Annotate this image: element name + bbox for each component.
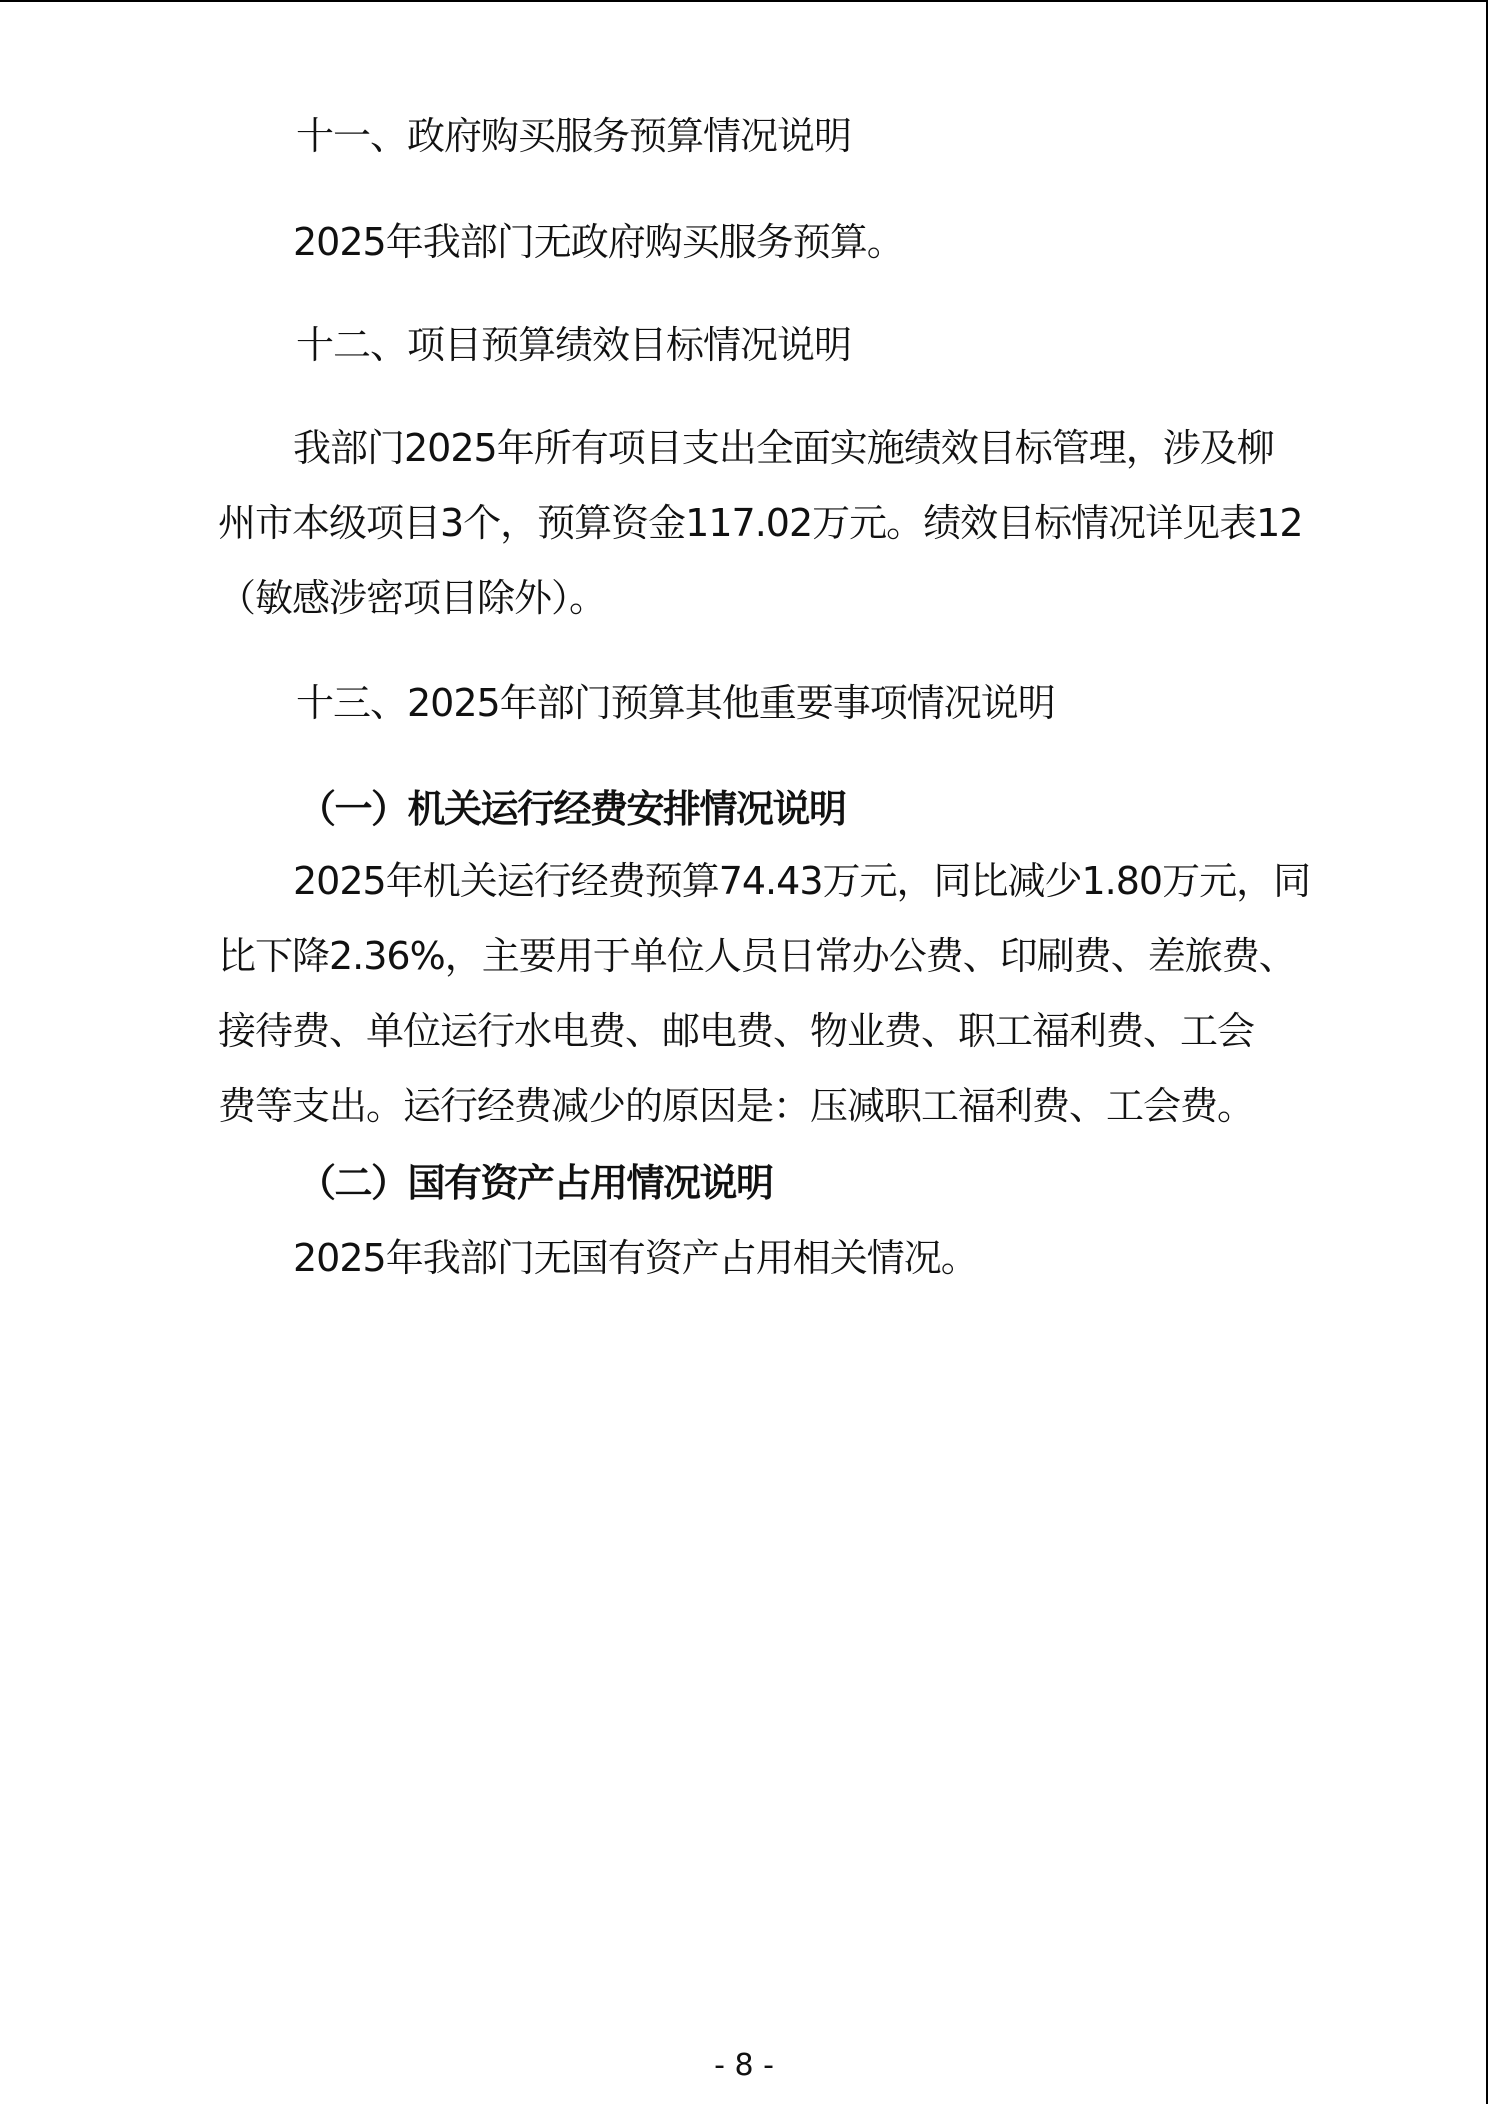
section-11-heading: 十一、政府购买服务预算情况说明 (296, 114, 852, 158)
paragraph-line: 州市本级项目3个，预算资金117.02万元。绩效目标情况详见表12 (218, 501, 1303, 545)
subsection-2-body: 2025年我部门无国有资产占用相关情况。 (293, 1236, 978, 1280)
paragraph-line: 2025年机关运行经费预算74.43万元，同比减少1.80万元，同 (293, 859, 1311, 903)
paragraph-line: 比下降2.36%，主要用于单位人员日常办公费、印刷费、差旅费、 (218, 934, 1296, 978)
paragraph-line: 费等支出。运行经费减少的原因是：压减职工福利费、工会费。 (218, 1084, 1255, 1128)
section-12-body (218, 411, 1303, 636)
page-number: - 8 - (714, 2048, 774, 2083)
section-13-heading: 十三、2025年部门预算其他重要事项情况说明 (296, 681, 1055, 725)
subsection-2-heading: （二）国有资产占用情况说明 (298, 1161, 773, 1205)
subsection-1-body (218, 844, 1311, 1144)
paragraph-line: 我部门2025年所有项目支出全面实施绩效目标管理，涉及柳 (293, 426, 1274, 470)
section-12-heading: 十二、项目预算绩效目标情况说明 (296, 323, 852, 367)
section-11-body: 2025年我部门无政府购买服务预算。 (293, 220, 904, 264)
subsection-1-heading: （一）机关运行经费安排情况说明 (298, 787, 846, 831)
paragraph-line: （敏感涉密项目除外）。 (218, 576, 607, 620)
paragraph-line: 接待费、单位运行水电费、邮电费、物业费、职工福利费、工会 (218, 1009, 1255, 1053)
